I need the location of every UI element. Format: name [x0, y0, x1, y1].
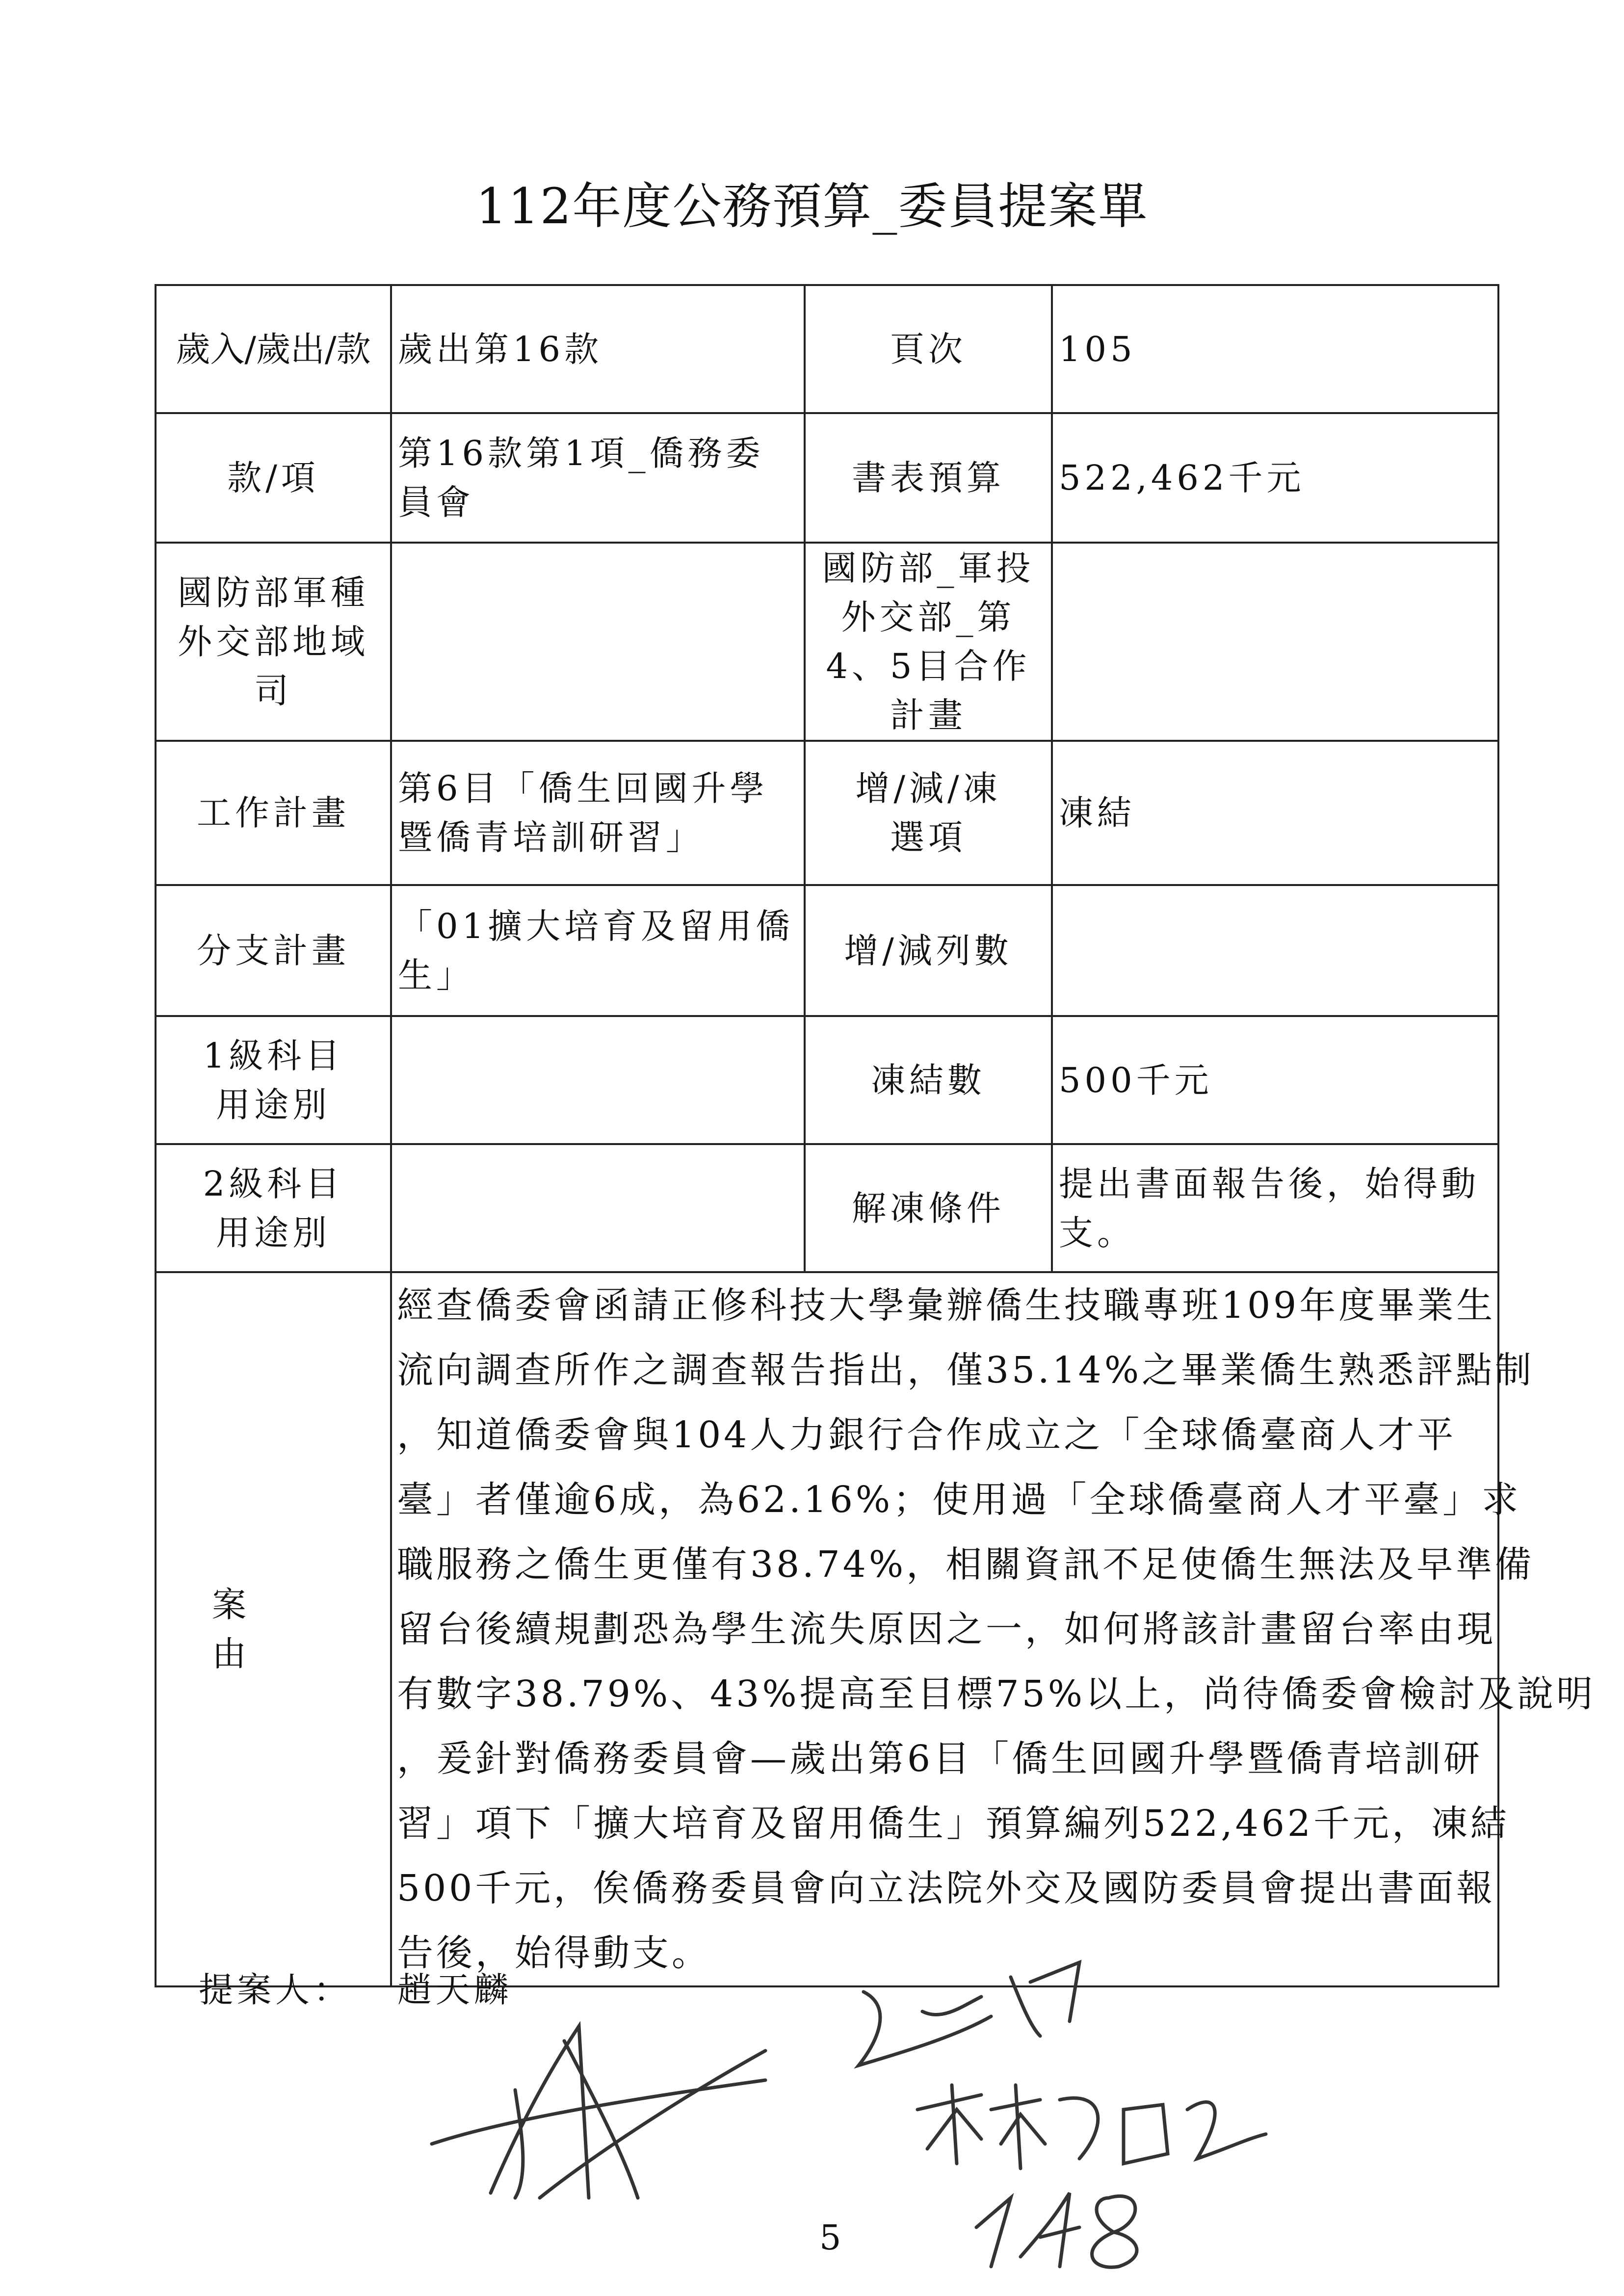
value-section-item: 第16款第1項_僑務委員會	[391, 413, 805, 543]
value-work-plan: 第6目「僑生回國升學暨僑青培訓研習」	[391, 741, 805, 885]
value-frozen-amount: 500千元	[1052, 1016, 1498, 1144]
signature-1	[432, 2026, 765, 2198]
proposer-label: 提案人：	[199, 1970, 352, 2010]
label-change-amount: 增/減列數	[805, 885, 1052, 1016]
case-line: ，爰針對僑務委員會—歲出第6目「僑生回國升學暨僑青培訓研	[397, 1738, 1483, 1780]
signature-3	[917, 2085, 1266, 2168]
handwritten-number	[976, 2193, 1137, 2267]
value-option: 凍結	[1052, 741, 1498, 885]
case-line: 流向調查所作之調查報告指出，僅35.14%之畢業僑生熟悉評點制	[397, 1349, 1535, 1391]
label-defense-foreign-dept: 國防部軍種外交部地域司	[156, 543, 391, 741]
case-line: 有數字38.79%、43%提高至目標75%以上，尚待僑委會檢討及說明	[397, 1673, 1596, 1715]
page-number: 5	[819, 2218, 841, 2258]
label-unfreeze-condition: 解凍條件	[805, 1144, 1052, 1272]
label-option: 增/減/凍選項	[805, 741, 1052, 885]
label-page: 頁次	[805, 285, 1052, 413]
case-line: 經查僑委會函請正修科技大學彙辦僑生技職專班109年度畢業生	[397, 1284, 1496, 1327]
case-line: ，知道僑委會與104人力銀行合作成立之「全球僑臺商人才平	[397, 1414, 1457, 1456]
value-budget-type: 歲出第16款	[391, 285, 805, 413]
case-line: 職服務之僑生更僅有38.74%，相關資訊不足使僑生無法及早準備	[397, 1543, 1535, 1586]
value-unfreeze-condition: 提出書面報告後，始得動支。	[1052, 1144, 1498, 1272]
label-level1-subject: 1級科目用途別	[156, 1016, 391, 1144]
document-title: 112年度公務預算_委員提案單	[475, 178, 1149, 235]
case-reason-label: 案由	[212, 1585, 335, 1674]
value-branch-plan: 「01擴大培育及留用僑生」	[391, 885, 805, 1016]
signature-2	[859, 1962, 1079, 2065]
label-frozen-amount: 凍結數	[805, 1016, 1052, 1144]
case-line: 習」項下「擴大培育及留用僑生」預算編列522,462千元，凍結	[397, 1802, 1510, 1845]
label-level2-subject: 2級科目用途別	[156, 1144, 391, 1272]
value-page: 105	[1052, 285, 1498, 413]
label-work-plan: 工作計畫	[156, 741, 391, 885]
label-budget-type: 歲入/歲出/款	[156, 285, 391, 413]
label-book-budget: 書表預算	[805, 413, 1052, 543]
proposer-name: 趙天麟	[397, 1970, 512, 2010]
case-line: 告後，始得動支。	[397, 1932, 711, 1974]
label-branch-plan: 分支計畫	[156, 885, 391, 1016]
case-line: 留台後續規劃恐為學生流失原因之一，如何將該計畫留台率由現	[397, 1608, 1496, 1650]
value-book-budget: 522,462千元	[1052, 413, 1498, 543]
case-line: 500千元，俟僑務委員會向立法院外交及國防委員會提出書面報	[397, 1867, 1496, 1909]
case-line: 臺」者僅逾6成，為62.16%；使用過「全球僑臺商人才平臺」求	[397, 1479, 1521, 1521]
label-cooperation-plan: 國防部_軍投外交部_第4、5目合作計畫	[805, 543, 1052, 741]
label-section-item: 款/項	[156, 413, 391, 543]
